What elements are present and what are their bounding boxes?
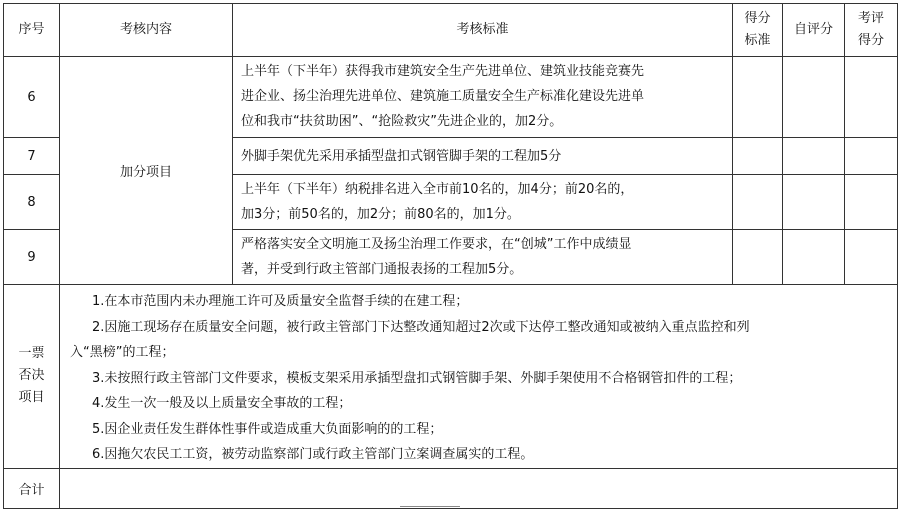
self-score-cell[interactable] (783, 138, 845, 175)
header-standard: 考核标准 (233, 4, 733, 57)
points-standard-cell (733, 230, 783, 285)
row-standard (233, 57, 733, 138)
veto-label-line: 一票 (18, 346, 45, 362)
self-score-cell[interactable] (783, 57, 845, 138)
standard-line: 位和我市“扶贫助困”、“抢险救灾”先进企业的，加2分。 (241, 114, 563, 129)
self-score-cell[interactable] (783, 175, 845, 230)
veto-row (4, 285, 898, 469)
total-label: 合计 (4, 468, 60, 508)
veto-item: 1.在本市范围内未办理施工许可及质量安全监督手续的在建工程； (92, 294, 469, 309)
veto-label-line: 项目 (18, 390, 45, 406)
row-number: 7 (4, 138, 60, 175)
row-number: 8 (4, 175, 60, 230)
header-points-standard-line: 标准 (744, 33, 771, 48)
header-review-score-line: 考评 (857, 11, 884, 26)
total-value-cell[interactable] (60, 468, 898, 508)
self-score-cell[interactable] (783, 230, 845, 285)
row-standard (233, 175, 733, 230)
row-number: 6 (4, 57, 60, 138)
veto-item-continuation: 入“黑榜”的工程； (70, 345, 175, 360)
row-number: 9 (4, 230, 60, 285)
header-points-standard (733, 4, 783, 57)
veto-label-line: 否决 (18, 368, 45, 384)
veto-label (4, 285, 60, 469)
total-row (4, 468, 898, 508)
standard-line: 上半年（下半年）纳税排名进入全市前10名的，加4分；前20名的， (241, 182, 634, 197)
points-standard-cell (733, 138, 783, 175)
points-standard-cell (733, 175, 783, 230)
row-standard (233, 230, 733, 285)
header-review-score-line: 得分 (857, 33, 884, 48)
standard-line: 加3分；前50名的，加2分；前80名的，加1分。 (241, 207, 520, 222)
review-score-cell[interactable] (845, 57, 898, 138)
header-review-score (845, 4, 898, 57)
header-content: 考核内容 (60, 4, 233, 57)
standard-line: 进企业、扬尘治理先进单位、建筑施工质量安全生产标准化建设先进单 (241, 89, 645, 104)
review-score-cell[interactable] (845, 138, 898, 175)
header-self-score: 自评分 (783, 4, 845, 57)
bonus-category: 加分项目 (60, 57, 233, 285)
review-score-cell[interactable] (845, 175, 898, 230)
standard-line: 外脚手架优先采用承插型盘扣式钢管脚手架的工程加5分 (241, 148, 562, 164)
standard-line: 著，并受到行政主管部门通报表扬的工程加5分。 (241, 262, 523, 277)
points-standard-cell (733, 57, 783, 138)
veto-item: 6.因拖欠农民工工资，被劳动监察部门或行政主管部门立案调查属实的工程。 (92, 447, 534, 462)
veto-item: 4.发生一次一般及以上质量安全事故的工程； (92, 396, 352, 411)
veto-items (60, 285, 898, 469)
row-standard (233, 138, 733, 175)
assessment-table (3, 3, 898, 509)
veto-item: 2.因施工现场存在质量安全问题，被行政主管部门下达整改通知超过2次或下达停工整改通知或被纳入重点监控和列 (92, 319, 750, 335)
page-footer-mark (400, 506, 460, 507)
review-score-cell[interactable] (845, 230, 898, 285)
table-row (4, 57, 898, 138)
veto-item: 3.未按照行政主管部门文件要求，模板支架采用承插型盘扣式钢管脚手架、外脚手架使用不合格钢管扣件的工程； (92, 370, 742, 386)
standard-line: 上半年（下半年）获得我市建筑安全生产先进单位、建筑业技能竞赛先 (241, 64, 645, 79)
header-seq: 序号 (4, 4, 60, 57)
standard-line: 严格落实安全文明施工及扬尘治理工作要求，在“创城”工作中成绩显 (241, 237, 632, 252)
veto-item: 5.因企业责任发生群体性事件或造成重大负面影响的的工程； (92, 421, 443, 437)
header-row (4, 4, 898, 57)
header-points-standard-line: 得分 (744, 11, 771, 26)
